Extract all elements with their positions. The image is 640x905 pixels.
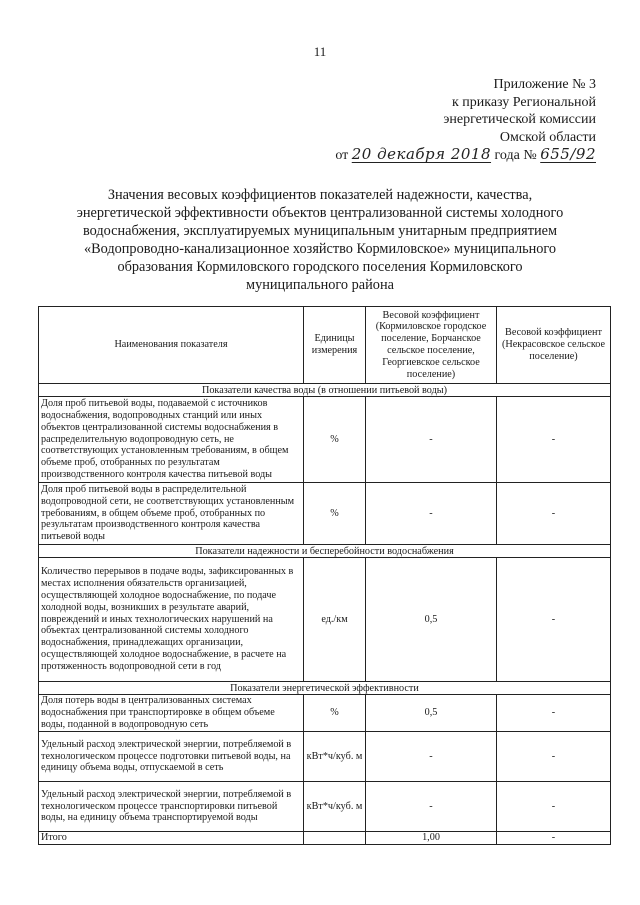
header-weight-group-2: Весовой коэффициент (Некрасовское сельское поселение) — [497, 307, 611, 384]
date-prefix: от — [335, 148, 349, 163]
section-title: Показатели качества воды (в отношении питьевой воды) — [39, 384, 611, 397]
indicators-table — [38, 306, 611, 845]
indicator-name: Доля потерь воды в централизованных системах водоснабжения при транспортировке в общем объеме воды, поданной в водопроводную сеть — [39, 695, 304, 732]
order-date-line — [335, 146, 596, 165]
weight-value-1: - — [366, 397, 497, 483]
total-row — [39, 832, 611, 845]
table-row — [39, 558, 611, 682]
indicator-name: Удельный расход электрической энергии, потребляемой в технологическом процессе транспортировки питьевой воды, на единицу объема транспортируемой воды — [39, 782, 304, 832]
total-weight-1: 1,00 — [366, 832, 497, 845]
header-weight-group-1: Весовой коэффициент (Кормиловское городское поселение, Борчанское сельское поселение, Георгиевское сельское поселение) — [366, 307, 497, 384]
total-label: Итого — [39, 832, 304, 845]
header-indicator-name: Наименования показателя — [39, 307, 304, 384]
title-line-1: Значения весовых коэффициентов показателей надежности, качества, — [107, 187, 533, 203]
section-title: Показатели энергетической эффективности — [39, 682, 611, 695]
weight-value-2: - — [497, 732, 611, 782]
weight-value-2: - — [497, 782, 611, 832]
indicator-name: Количество перерывов в подаче воды, зафиксированных в местах исполнения обязательств организацией, осуществляющей холодное водоснабжение, по подаче холодной воды, возникших в результате аварий, повреждений и иных технологических нарушений на объектах централизованной системы холодного водоснабжения, принадлежащих организации, осуществляющей холодное водоснабжение, в расчете на протяженность водопроводной сети в год — [39, 558, 304, 682]
page-number: 11 — [313, 44, 327, 59]
indicator-name: Доля проб питьевой воды, подаваемой с источников водоснабжения, водопроводных станций или иных объектов централизованной системы водоснабжения в распределительную водопроводную сеть, не соответствующих установленным требованиям, в общем объеме проб, отобранных по результатам производственного контроля качества питьевой воды — [39, 397, 304, 483]
table-row — [39, 397, 611, 483]
document-title — [44, 186, 596, 294]
section-header-row — [39, 682, 611, 695]
table-row — [39, 483, 611, 545]
indicator-unit: ед./км — [304, 558, 366, 682]
title-line-4: «Водопроводно-канализационное хозяйство Кормиловское» муниципального — [83, 241, 557, 257]
indicator-unit: кВт*ч/куб. м — [304, 782, 366, 832]
title-line-6: муниципального района — [246, 277, 394, 293]
handwritten-order-number: 655/92 — [540, 145, 596, 163]
weight-value-1: - — [366, 732, 497, 782]
indicator-unit: % — [304, 397, 366, 483]
weight-value-1: 0,5 — [366, 695, 497, 732]
weight-value-1: 0,5 — [366, 558, 497, 682]
section-title: Показатели надежности и бесперебойности водоснабжения — [39, 545, 611, 558]
weight-value-2: - — [497, 483, 611, 545]
total-weight-2: - — [497, 832, 611, 845]
handwritten-date: 20 декабря 2018 — [351, 145, 492, 163]
indicator-name: Доля проб питьевой воды в распределительной водопроводной сети, не соответствующих установленным требованиям, в общем объеме проб, отобранных по результатам производственного контроля качества питьевой воды — [39, 483, 304, 545]
indicator-unit: % — [304, 483, 366, 545]
title-line-5: образования Кормиловского городского поселения Кормиловского — [117, 259, 523, 275]
title-line-2: энергетической эффективности объектов централизованной системы холодного — [76, 205, 564, 221]
section-header-row — [39, 545, 611, 558]
table-header-row — [39, 307, 611, 384]
indicator-unit: % — [304, 695, 366, 732]
table-row — [39, 782, 611, 832]
weight-value-2: - — [497, 695, 611, 732]
appendix-line-2: к приказу Региональной — [451, 94, 596, 110]
indicator-unit: кВт*ч/куб. м — [304, 732, 366, 782]
table-row — [39, 695, 611, 732]
weight-value-1: - — [366, 782, 497, 832]
appendix-line-1: Приложение № 3 — [493, 77, 596, 92]
indicator-name: Удельный расход электрической энергии, потребляемой в технологическом процессе подготовки питьевой воды, на единицу объема воды, отпускаемой в сеть — [39, 732, 304, 782]
appendix-line-3: энергетической комиссии — [443, 112, 596, 127]
table-row — [39, 732, 611, 782]
header-unit: Единицы измерения — [304, 307, 366, 384]
weight-value-2: - — [497, 397, 611, 483]
weight-value-1: - — [366, 483, 497, 545]
total-unit — [304, 832, 366, 845]
title-line-3: водоснабжения, эксплуатируемых муниципальным унитарным предприятием — [82, 223, 558, 239]
weight-value-2: - — [497, 558, 611, 682]
appendix-line-4: Омской области — [499, 129, 596, 145]
date-mid: года № — [494, 148, 537, 163]
section-header-row — [39, 384, 611, 397]
appendix-block — [335, 76, 596, 165]
